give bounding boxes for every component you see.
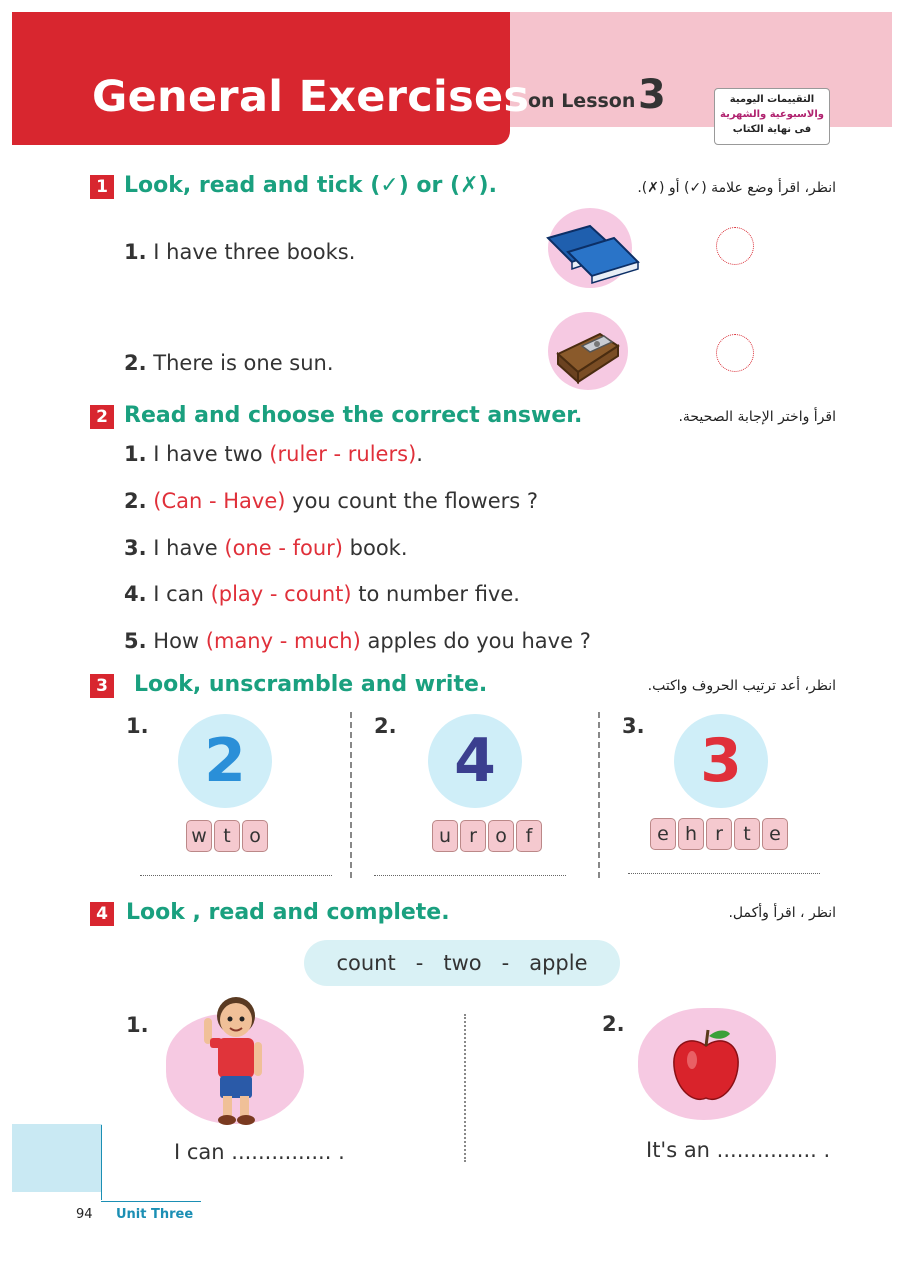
s3-item3-num: 3.: [622, 714, 645, 738]
digit-4: 4: [454, 726, 496, 796]
s3-answer-line-1[interactable]: [140, 875, 332, 876]
s4-sentence-1[interactable]: I can ............... .: [174, 1140, 345, 1164]
s2-item5: [124, 629, 591, 653]
s2-item2-post: you count the flowers ?: [285, 489, 539, 513]
section2-number: 2: [90, 405, 114, 429]
letter-tile: r: [460, 820, 486, 852]
s2-item4-pre: I can: [153, 582, 211, 606]
s2-item4-opt2[interactable]: count: [284, 582, 344, 606]
s2-item5-pre: How: [153, 629, 206, 653]
s1-item2: [124, 351, 334, 375]
boy-icon: [196, 990, 276, 1130]
assessment-stamp: [714, 88, 830, 145]
s2-item2-opt2[interactable]: Have: [223, 489, 278, 513]
letter-tile: t: [214, 820, 240, 852]
section1-title: Look, read and tick (✓) or (✗).: [124, 173, 497, 198]
s2-item4-post: to number five.: [351, 582, 520, 606]
s2-item1-pre: I have two: [153, 442, 270, 466]
section4-arabic: انظر ، اقرأ وأكمل.: [728, 905, 836, 921]
s3-item2-tiles: [432, 820, 544, 852]
s2-item3: [124, 536, 408, 560]
s2-item2-opt1[interactable]: Can: [161, 489, 203, 513]
s2-item4-num: 4.: [124, 582, 147, 606]
s3-answer-line-3[interactable]: [628, 873, 820, 874]
letter-tile: t: [734, 818, 760, 850]
letter-tile: u: [432, 820, 458, 852]
s2-item1-num: 1.: [124, 442, 147, 466]
s1-item1-num: 1.: [124, 240, 147, 264]
digit-2: 2: [204, 726, 246, 796]
s2-item1-options[interactable]: (ruler - rulers): [269, 442, 417, 466]
page-number: 94: [76, 1207, 93, 1222]
s3-item3-tiles: [650, 818, 790, 850]
s2-item5-opt1[interactable]: many: [213, 629, 274, 653]
letter-tile: e: [650, 818, 676, 850]
letter-tile: f: [516, 820, 542, 852]
tick-answer-1[interactable]: [716, 227, 754, 265]
s4-item1-num: 1.: [126, 1013, 149, 1037]
s2-item2-num: 2.: [124, 489, 147, 513]
s2-item1-opt1[interactable]: ruler: [277, 442, 327, 466]
s1-item2-text: There is one sun.: [153, 351, 334, 375]
s2-item1-opt2[interactable]: rulers: [347, 442, 409, 466]
letter-tile: w: [186, 820, 212, 852]
section3-arabic: انظر، أعد ترتيب الحروف واكتب.: [647, 678, 836, 694]
footer-divider: [101, 1125, 102, 1200]
letter-tile: r: [706, 818, 732, 850]
letter-tile: h: [678, 818, 704, 850]
unit-label: Unit Three: [116, 1207, 194, 1222]
letter-tile: o: [488, 820, 514, 852]
section1-number: 1: [90, 175, 114, 199]
s3-answer-line-2[interactable]: [374, 875, 566, 876]
section4-number: 4: [90, 902, 114, 926]
stamp-line2: والاسبوعية والشهرية: [720, 109, 824, 120]
s2-item4: [124, 582, 520, 606]
s2-item2: [124, 489, 538, 513]
page-subtitle: on Lesson: [528, 90, 636, 112]
s2-item2-options[interactable]: (Can - Have): [153, 489, 286, 513]
apple-icon: [670, 1026, 742, 1106]
s1-item1-text: I have three books.: [153, 240, 356, 264]
s2-item1: [124, 442, 423, 466]
letter-tile: o: [242, 820, 268, 852]
digit-3: 3: [700, 726, 742, 796]
s3-item1-tiles: [186, 820, 270, 852]
divider: [464, 1014, 466, 1162]
s2-item5-post: apples do you have ?: [360, 629, 591, 653]
section1-arabic: انظر، اقرأ وضع علامة (✓) أو (✗).: [637, 180, 836, 196]
footer-strip: [12, 1124, 102, 1192]
s3-item2-num: 2.: [374, 714, 397, 738]
s2-item1-post: .: [416, 442, 423, 466]
divider: [350, 712, 352, 878]
s2-item3-num: 3.: [124, 536, 147, 560]
s2-item5-num: 5.: [124, 629, 147, 653]
tick-answer-2[interactable]: [716, 334, 754, 372]
books-icon: [548, 208, 632, 288]
divider: [598, 712, 600, 878]
stamp-line1: التقييمات اليومية: [729, 94, 815, 105]
s3-item1-num: 1.: [126, 714, 149, 738]
s2-item5-options[interactable]: (many - much): [205, 629, 361, 653]
section3-number: 3: [90, 674, 114, 698]
word-bank: count - two - apple: [304, 940, 620, 986]
s2-item3-opt1[interactable]: one: [232, 536, 272, 560]
s2-item3-post: book.: [342, 536, 408, 560]
s2-item3-pre: I have: [153, 536, 225, 560]
s2-item4-options[interactable]: (play - count): [210, 582, 352, 606]
s4-sentence-2[interactable]: It's an ............... .: [646, 1138, 831, 1162]
section4-title: Look , read and complete.: [126, 900, 450, 925]
s2-item3-options[interactable]: (one - four): [224, 536, 343, 560]
s1-item1: [124, 240, 355, 264]
s2-item4-opt1[interactable]: play: [218, 582, 264, 606]
s4-item2-num: 2.: [602, 1012, 625, 1036]
s2-item5-opt2[interactable]: much: [293, 629, 353, 653]
page-title: General Exercises: [92, 72, 530, 122]
lesson-number: 3: [638, 72, 666, 118]
section2-title: Read and choose the correct answer.: [124, 403, 583, 428]
s2-item3-opt2[interactable]: four: [292, 536, 335, 560]
s1-item2-num: 2.: [124, 351, 147, 375]
section2-arabic: اقرأ واختر الإجابة الصحيحة.: [678, 409, 836, 425]
stamp-line3: فى نهاية الكتاب: [732, 124, 812, 135]
section3-title: Look, unscramble and write.: [134, 672, 488, 697]
letter-tile: e: [762, 818, 788, 850]
footer-divider: [101, 1201, 201, 1202]
sharpener-icon: [548, 312, 628, 390]
